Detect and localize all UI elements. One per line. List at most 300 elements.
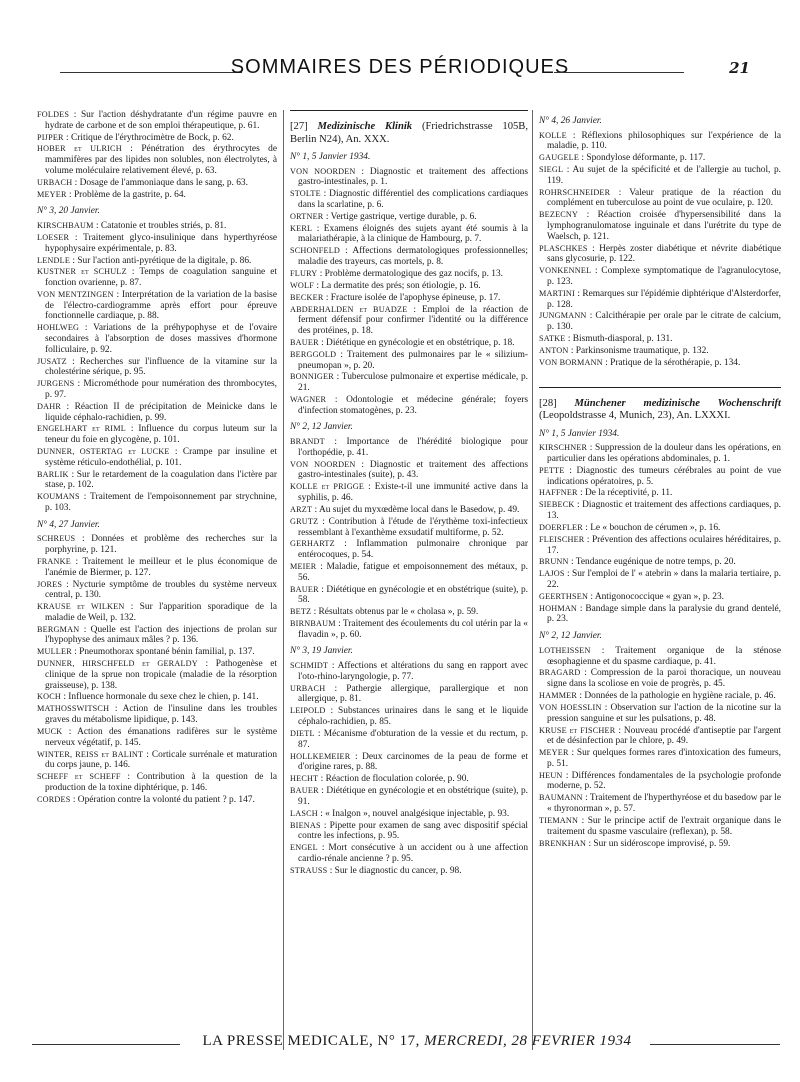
journal-number: [27] xyxy=(290,121,308,132)
page-footer xyxy=(32,1030,780,1056)
article-author: GAUGELE xyxy=(539,153,580,163)
article-title: : Dosage de l'ammoniaque dans le sang, p. 63. xyxy=(74,177,248,188)
article-entry xyxy=(290,305,528,337)
article-author: BIRNBAUM xyxy=(290,619,336,629)
article-entry xyxy=(37,795,277,806)
journal-number: [28] xyxy=(539,397,557,409)
article-title: : De la réceptivité, p. 11. xyxy=(580,488,673,499)
article-title: : Le « bouchon de cérumen », p. 16. xyxy=(585,522,721,533)
article-title: : Crampe par insuline et système réticulo-endothélial, p. 101. xyxy=(45,447,278,468)
footer-issue: N° 17, xyxy=(377,1033,420,1049)
article-title: : Diagnostic des tumeurs cérébrales au point de vue indications opératoires, p. 5. xyxy=(547,465,781,487)
article-author: LEIPOLD xyxy=(290,706,326,716)
article-entry xyxy=(290,281,528,292)
article-author: BRUNN xyxy=(539,557,569,567)
article-title: : Diagnostic et traitement des affections gastro-intestinales (suite), p. 43. xyxy=(298,459,529,481)
article-entry xyxy=(539,188,781,209)
article-entry xyxy=(539,153,781,164)
article-entry xyxy=(539,748,781,769)
article-title: : Données de la pathologie en hygiène raciale, p. 46. xyxy=(579,691,776,702)
article-title: : Mécanisme d'obturation de la vessie et du rectum, p. 87. xyxy=(298,728,528,750)
article-entry xyxy=(539,839,781,850)
article-entry xyxy=(290,167,528,188)
article-entry xyxy=(290,437,528,458)
article-author: SCHEFF et SCHEFF xyxy=(37,772,121,782)
article-title: : Catatonie et troubles striés, p. 81. xyxy=(95,221,227,232)
article-entry xyxy=(539,557,781,568)
article-author: KRUSE et FISCHER xyxy=(539,725,616,735)
article-entry xyxy=(539,244,781,265)
article-entry xyxy=(290,505,528,516)
article-entry xyxy=(539,816,781,837)
article-title: : Sur l'emploi de l' « atebrin » dans la malaria tertiaire, p. 22. xyxy=(547,569,782,590)
article-title: : Tendance eugénique de notre temps, p. 20. xyxy=(571,557,736,568)
article-author: ROHRSCHNEIDER xyxy=(539,187,611,197)
article-title: : Données et problème des recherches sur la porphyrine, p. 121. xyxy=(45,534,277,556)
article-author: FRANKE xyxy=(37,556,71,566)
journal-heading-munchener xyxy=(539,387,781,423)
article-title: : « Inalgon », nouvel analgésique injectable, p. 93. xyxy=(320,808,510,819)
article-title: : Réaction de floculation colorée, p. 90. xyxy=(320,774,469,785)
article-entry xyxy=(37,144,277,176)
article-entry xyxy=(290,866,528,877)
article-title: : Suppression de la douleur dans les opérations, en particulier dans les opérations abdominales, p. 1. xyxy=(547,443,781,464)
article-title: : Herpès zoster diabétique et névrite diabétique sans glycosurie, p. 122. xyxy=(547,243,781,265)
article-entry xyxy=(539,289,781,310)
article-title: : Mort consécutive à un accident ou à une affection cardio-rénale ancienne ? p. 95. xyxy=(298,843,529,864)
article-title: : Sur quelques formes rares d'intoxication des fumeurs, p. 51. xyxy=(547,748,782,769)
article-entry xyxy=(539,358,781,369)
article-author: DUNNER, HIRSCHFELD et GERALDY xyxy=(37,659,198,669)
article-entry xyxy=(290,684,528,705)
article-entry xyxy=(539,771,781,792)
article-author: KOCH xyxy=(37,692,61,702)
article-author: BAUER xyxy=(290,337,319,347)
footer-text xyxy=(182,1033,652,1050)
article-entry xyxy=(37,267,277,288)
article-title: : Temps de coagulation sanguine et fonction ovarienne, p. 87. xyxy=(45,267,278,289)
entry-list-medizinische-klinik xyxy=(290,152,528,876)
article-entry xyxy=(37,447,277,468)
article-author: LOTHEISSEN xyxy=(539,645,591,655)
article-entry xyxy=(290,729,528,750)
article-author: VON MENTZINGEN xyxy=(37,290,114,300)
article-author: STRAUSS xyxy=(290,865,328,875)
article-title: : Maladie, fatigue et empoisonnement des métaux, p. 56. xyxy=(298,561,529,583)
article-entry xyxy=(37,704,277,725)
article-author: MATHOSSWITSCH xyxy=(37,704,110,714)
article-author: SIEGL xyxy=(539,165,564,175)
article-author: HAMMER xyxy=(539,691,578,701)
article-author: KOUMANS xyxy=(37,492,80,502)
article-entry xyxy=(290,752,528,773)
article-entry xyxy=(37,379,277,400)
article-author: FLEISCHER xyxy=(539,534,585,544)
article-entry xyxy=(37,750,277,771)
article-author: MULLER xyxy=(37,647,72,657)
article-author: TIEMANN xyxy=(539,815,579,825)
article-title: : Pneumothorax spontané bénin familial, p. 137. xyxy=(74,647,255,658)
article-title: : Problème de la gastrite, p. 64. xyxy=(69,189,186,200)
article-entry xyxy=(37,402,277,423)
article-author: MEYER xyxy=(37,189,67,199)
article-title: : Vertige gastrique, vertige durable, p. 6. xyxy=(325,211,477,222)
article-entry xyxy=(37,110,277,131)
article-author: VON NOORDEN xyxy=(290,166,356,176)
article-entry xyxy=(290,338,528,349)
article-author: FOLDES xyxy=(37,110,70,119)
article-entry xyxy=(290,246,528,267)
article-title: : Sur le retardement de la coagulation dans l'ictère par stase, p. 102. xyxy=(45,469,278,491)
entry-list-continued xyxy=(539,116,781,369)
article-title: : Antigonococcique « gyan », p. 23. xyxy=(590,591,724,602)
article-title: : Variations de la préhypophyse et de l'ovaire secondaires à l'absorption de doses massives d'hormone folliculaire, p. 92. xyxy=(45,323,277,355)
article-author: WAGNER xyxy=(290,395,327,405)
article-entry xyxy=(290,269,528,280)
article-title: : Quelle est l'action des injections de prolan sur l'hypophyse des animaux mâles ? p. 136. xyxy=(45,624,277,646)
article-entry xyxy=(37,602,277,623)
article-author: DIETL xyxy=(290,728,315,738)
article-author: MEYER xyxy=(539,748,569,758)
article-author: HOHLWEG xyxy=(37,323,80,333)
article-author: URBACH xyxy=(290,683,326,693)
article-author: ENGELHART et RIML xyxy=(37,424,126,434)
article-author: HAFFNER xyxy=(539,488,578,498)
article-title: : Tuberculose pulmonaire et expertise médicale, p. 21. xyxy=(298,372,528,394)
article-entry xyxy=(37,580,277,601)
article-author: GERHARTZ xyxy=(290,539,335,549)
article-title: : La dermatite des prés; son étiologie, p. 16. xyxy=(316,280,481,291)
article-author: WINTER, REISS et BALINT xyxy=(37,749,144,759)
article-entry xyxy=(539,488,781,499)
article-author: CORDES xyxy=(37,794,71,804)
article-author: HOBER et ULRICH xyxy=(37,144,122,154)
article-author: MUCK xyxy=(37,726,63,736)
article-entry xyxy=(539,443,781,464)
article-entry xyxy=(290,482,528,503)
article-title: : Complexe symptomatique de l'agranulocytose, p. 123. xyxy=(547,266,782,287)
article-entry xyxy=(539,466,781,487)
article-author: HECHT xyxy=(290,774,319,784)
article-title: : Fracture isolée de l'apophyse épineuse, p. 17. xyxy=(325,292,501,303)
article-title: : Recherches sur l'influence de la vitamine sur la cholestérine sérique, p. 95. xyxy=(45,356,277,378)
article-title: : Diagnostic différentiel des complications cardiaques dans la scarlatine, p. 6. xyxy=(298,189,528,210)
article-author: DUNNER, OSTERTAG et LUCKE xyxy=(37,447,170,457)
article-author: KIRSCHNER xyxy=(539,443,588,453)
article-title: : Influence hormonale du sexe chez le chien, p. 141. xyxy=(63,692,259,703)
journal-name: Münchener medizinische Wochenschrift xyxy=(574,397,781,409)
article-author: JURGENS xyxy=(37,379,75,389)
page-number: 21 xyxy=(729,59,750,77)
article-entry xyxy=(290,395,528,416)
article-author: VONKENNEL xyxy=(539,266,592,276)
article-title: : Traitement de l'empoisonnement par strychnine, p. 103. xyxy=(45,492,278,513)
article-entry xyxy=(290,607,528,618)
article-title: : Parkinsonisme traumatique, p. 132. xyxy=(570,345,709,356)
article-title: : Substances urinaires dans le sang et le liquide céphalo-rachidien, p. 85. xyxy=(298,706,528,728)
article-entry xyxy=(37,557,277,578)
article-entry xyxy=(37,492,277,513)
article-entry xyxy=(539,266,781,287)
article-author: BRANDT xyxy=(290,437,325,447)
article-title: : Résultats obtenus par le « cholasa », p. 59. xyxy=(313,607,479,618)
article-entry xyxy=(37,424,277,445)
journal-name: Medizinische Klinik xyxy=(317,121,413,132)
article-author: SATKE xyxy=(539,334,566,344)
article-author: LASCH xyxy=(290,808,318,818)
article-author: KUSTNER et SCHULZ xyxy=(37,267,127,277)
article-title: : Existe-t-il une immunité active dans la syphilis, p. 46. xyxy=(298,482,528,504)
article-title: : Réflexions philosophiques sur l'expérience de la maladie, p. 110. xyxy=(547,130,781,152)
article-entry xyxy=(539,523,781,534)
article-title: : Pratique de la sérothérapie, p. 134. xyxy=(605,357,741,368)
article-author: BIENAS xyxy=(290,820,321,830)
article-entry xyxy=(539,500,781,521)
article-author: ABDERHALDEN et BUADZE xyxy=(290,304,408,314)
article-author: HEUN xyxy=(539,770,563,780)
article-author: KIRSCHBAUM xyxy=(37,221,94,231)
article-author: PLASCHKES xyxy=(539,243,588,253)
article-title: : Nycturie symptôme de troubles du système nerveux central, p. 130. xyxy=(45,579,277,601)
article-title: : Bandage simple dans la paralysie du grand dentelé, p. 23. xyxy=(547,603,782,625)
article-author: DAHR xyxy=(37,401,61,411)
article-entry xyxy=(37,534,277,555)
article-author: ARZT xyxy=(290,504,313,514)
article-title: : Corticale surrénale et maturation du corps jaune, p. 146. xyxy=(45,749,278,771)
article-author: KERL xyxy=(290,223,313,233)
article-author: JORES xyxy=(37,579,63,589)
column-divider xyxy=(532,110,533,1050)
article-entry xyxy=(539,210,781,242)
article-title: : Problème dermatologique des gaz nocifs, p. 13. xyxy=(319,268,504,279)
article-entry xyxy=(539,703,781,724)
page-title: SOMMAIRES DES PÉRIODIQUES xyxy=(230,56,570,78)
article-author: JUNGMANN xyxy=(539,311,587,321)
article-entry xyxy=(290,350,528,371)
issue-heading: N° 2, 12 Janvier. xyxy=(290,422,353,433)
article-entry xyxy=(37,323,277,355)
article-author: SCHREUS xyxy=(37,534,76,544)
article-entry xyxy=(290,293,528,304)
article-author: MARTINI xyxy=(539,288,575,298)
article-author: BRENKHAN xyxy=(539,838,587,848)
article-entry xyxy=(290,821,528,842)
article-entry xyxy=(37,772,277,793)
article-author: FLURY xyxy=(290,268,318,278)
article-author: ANTON xyxy=(539,345,569,355)
article-title: : Sur un sidéroscope improvisé, p. 59. xyxy=(588,838,731,849)
article-entry xyxy=(539,604,781,625)
article-entry xyxy=(37,357,277,378)
article-title: : Réaction II de précipitation de Meinicke dans le liquide céphalo-rachidien, p. 99. xyxy=(45,401,278,423)
article-author: SCHMIDT xyxy=(290,661,329,671)
article-author: ENGEL xyxy=(290,843,318,853)
article-author: BRAGARD xyxy=(539,668,581,678)
article-title: : Contribution à la question de la production de la toxine diphtérique, p. 146. xyxy=(45,772,277,793)
article-entry xyxy=(37,647,277,658)
article-entry xyxy=(290,562,528,583)
issue-heading: N° 3, 19 Janvier. xyxy=(290,646,353,657)
article-author: VON BORMANN xyxy=(539,357,603,367)
article-author: VON HOESSLIN xyxy=(539,702,602,712)
article-entry xyxy=(290,786,528,807)
article-entry xyxy=(37,290,277,322)
article-author: LENDLE xyxy=(37,255,71,265)
article-author: MEIER xyxy=(290,561,317,571)
article-author: BAUMANN xyxy=(539,793,583,803)
article-title: : Action de l'insuline dans les troubles graves du métabolisme lipidique, p. 143. xyxy=(45,704,278,726)
article-entry xyxy=(539,346,781,357)
journal-details: (Friedrichstrasse 105B, Berlin N24), An. XXX. xyxy=(290,121,528,145)
article-entry xyxy=(539,569,781,590)
article-author: KOLLE xyxy=(539,130,567,140)
article-title: : Emploi de la réaction de ferment défensif pour confirmer l'identité ou la différence des protéines, p. 18. xyxy=(298,304,528,337)
article-title: : Sur le diagnostic du cancer, p. 98. xyxy=(329,865,462,876)
article-title: : Remarques sur l'épidémie diphtérique d'Alsterdorfer, p. 128. xyxy=(547,288,781,310)
article-entry xyxy=(290,460,528,481)
article-entry xyxy=(37,692,277,703)
article-title: : Prévention des affections oculaires héréditaires, p. 17. xyxy=(547,534,781,556)
article-title: : Sur le principe actif de l'extrait organique dans le traitement du spasme vasculaire (reflexan), p. 58. xyxy=(547,815,782,837)
article-author: PIJPER xyxy=(37,132,64,142)
article-entry xyxy=(37,221,277,232)
article-title: : Inflammation pulmonaire chronique par entérocoques, p. 54. xyxy=(298,539,528,561)
article-entry xyxy=(539,131,781,152)
column-divider xyxy=(283,110,284,1050)
article-entry xyxy=(290,774,528,785)
article-title: : Spondylose déformante, p. 117. xyxy=(581,153,706,164)
article-entry xyxy=(37,233,277,254)
article-title: : Contribution à l'étude de l'érythème toxi-infectieux ressemblant à l'exanthème exsudatif multiforme, p. 52. xyxy=(298,516,528,538)
article-author: HOHMAN xyxy=(539,603,578,613)
article-entry xyxy=(539,726,781,747)
article-entry xyxy=(290,661,528,682)
article-author: LAJOS xyxy=(539,569,565,579)
article-entry xyxy=(37,727,277,748)
article-title: : Interprétation de la variation de la basise de l'électro-cardiogramme après effort pour épreuve fonctionnelle cardiaque, p. 88. xyxy=(45,290,277,322)
issue-heading: N° 2, 12 Janvier. xyxy=(539,631,602,642)
article-title: : Sur l'action déshydratante d'un régime pauvre en hydrate de carbone et de son emploi thérapeutique, p. 61. xyxy=(45,110,277,131)
article-entry xyxy=(290,585,528,606)
page-header xyxy=(28,52,772,90)
article-title: : Deux carcinomes de la peau de forme et d'origine rares, p. 88. xyxy=(298,751,528,773)
article-author: HOLLKEMEIER xyxy=(290,751,351,761)
article-title: : Observation sur l'action de la nicotine sur la pression sanguine et sur les pulsations, p. 48. xyxy=(547,702,782,724)
article-title: : Au sujet du myxœdème local dans le Basedow, p. 49. xyxy=(314,504,520,515)
article-entry xyxy=(539,334,781,345)
article-author: VON NOORDEN xyxy=(290,459,356,469)
article-title: : Diététique en gynécologie et en obstétrique, p. 18. xyxy=(321,337,515,348)
article-entry xyxy=(37,133,277,144)
article-title: : Diagnostic et traitement des affections cardiaques, p. 13. xyxy=(547,500,781,522)
article-author: ORTNER xyxy=(290,211,324,221)
article-title: : Bismuth-diasporal, p. 131. xyxy=(567,334,673,345)
journal-heading-medizinische-klinik xyxy=(290,110,528,146)
article-entry xyxy=(290,706,528,727)
article-title: : Action des émanations radifères sur le système nerveux végétatif, p. 145. xyxy=(45,726,277,748)
article-entry xyxy=(37,178,277,189)
article-author: URBACH xyxy=(37,177,73,187)
article-title: : Opération contre la volonté du patient ? p. 147. xyxy=(72,794,255,805)
article-title: : Réaction croisée d'hypersensibilité dans la lymphogranulomatose inguinale et dans l'urétrite du type de Waelsch, p. 121. xyxy=(547,210,781,242)
article-title: : Au sujet de la spécificité et de l'allergie au tuchol, p. 119. xyxy=(547,165,781,186)
article-title: : Pipette pour examen de sang avec dispositif spécial contre les infections, p. 95. xyxy=(298,820,529,842)
article-entry xyxy=(37,256,277,267)
article-entry xyxy=(539,793,781,814)
article-title: : Différences fondamentales de la psychologie profonde moderne, p. 52. xyxy=(547,770,781,792)
journal-details: (Leopoldstrasse 4, Munich, 23), An. LXXXI. xyxy=(539,410,731,422)
article-author: BONNIGER xyxy=(290,372,334,382)
article-entry xyxy=(539,165,781,186)
article-title: : Affections dermatologiques professionnelles; maladie des trayeurs, cas mortels, p. 8. xyxy=(298,246,529,268)
article-title: : Odontologie et médecine générale; foyers d'infection stomatogènes, p. 23. xyxy=(298,395,529,416)
entry-list-munchener xyxy=(539,429,781,850)
article-entry xyxy=(539,646,781,667)
article-author: JUSATZ xyxy=(37,356,67,366)
article-title: : Compression de la paroi thoracique, un nouveau signe dans la scoliose en voie de progrès, p. 45. xyxy=(547,668,781,690)
article-author: BAUER xyxy=(290,786,319,796)
article-author: BERGMAN xyxy=(37,624,80,634)
article-entry xyxy=(539,311,781,332)
article-entry xyxy=(290,517,528,538)
article-entry xyxy=(290,843,528,864)
article-entry xyxy=(37,625,277,646)
article-author: GRUTZ xyxy=(290,516,319,526)
article-entry xyxy=(37,190,277,201)
column-right xyxy=(539,110,781,850)
article-author: SCHONFELD xyxy=(290,246,341,256)
issue-heading: N° 4, 26 Janvier. xyxy=(539,116,602,126)
issue-heading: N° 3, 20 Janvier. xyxy=(37,206,100,217)
article-entry xyxy=(539,535,781,556)
article-title: : Traitement organique de la sténose œsophagienne et du spasme cardiaque, p. 41. xyxy=(547,645,781,667)
article-title: : Traitement le meilleur et le plus économique de l'anémie de Biermer, p. 127. xyxy=(45,556,278,578)
article-title: : Sur l'action anti-pyrétique de la digitale, p. 86. xyxy=(72,255,252,266)
article-title: : Critique de l'érythrocimètre de Bock, p. 62. xyxy=(66,132,234,143)
article-title: : Affections et altérations du sang en rapport avec l'oto-rhino-laryngologie, p. 77. xyxy=(298,661,529,682)
article-title: : Traitement des écoulements du col utérin par la « flavadin », p. 60. xyxy=(298,619,528,640)
article-title: : Diagnostic et traitement des affections gastro-intestinales, p. 1. xyxy=(298,166,529,188)
article-entry xyxy=(539,691,781,702)
article-title: : Influence du corpus luteum sur la teneur du foie en glycogène, p. 101. xyxy=(45,424,277,446)
header-rule-right xyxy=(554,72,684,73)
article-entry xyxy=(37,659,277,691)
article-author: BARLIK xyxy=(37,469,69,479)
article-entry xyxy=(290,372,528,393)
footer-date: MERCREDI, 28 FEVRIER 1934 xyxy=(424,1033,632,1049)
article-entry xyxy=(37,470,277,491)
article-title: : Examens éloignés des sujets ayant été soumis à la malariathérapie, à la clinique de Hambourg, p. 7. xyxy=(298,223,529,245)
article-title: : Diététique en gynécologie et en obstétrique (suite), p. 58. xyxy=(298,584,528,606)
article-author: BERGGOLD xyxy=(290,349,337,359)
column-left xyxy=(37,110,277,807)
article-entry xyxy=(290,539,528,560)
article-title: : Traitement des pulmonaires par le « silizium-pneumopan », p. 20. xyxy=(298,349,528,371)
article-title: : Pénétration des érythrocytes de mammifères par des lipides non solubles, non électrolytes, à volume moléculaire relativement élevé, p. 63. xyxy=(45,144,278,176)
article-author: BAUER xyxy=(290,584,319,594)
article-author: PETTE xyxy=(539,465,565,475)
article-author: KOLLE et PRIGGE xyxy=(290,482,365,492)
article-author: BECKER xyxy=(290,292,324,302)
article-title: : Sur l'apparition sporadique de la maladie de Weil, p. 132. xyxy=(45,602,277,623)
article-author: WOLF xyxy=(290,280,314,290)
issue-heading: N° 1, 5 Janvier 1934. xyxy=(290,152,371,162)
issue-heading: N° 1, 5 Janvier 1934. xyxy=(539,428,620,439)
article-title: : Traitement de l'hyperthyréose et du basedow par le « thyronorman », p. 57. xyxy=(547,793,782,815)
article-entry xyxy=(539,668,781,689)
article-title: : Diététique en gynécologie et en obstétrique (suite), p. 91. xyxy=(298,786,528,807)
article-author: BEZECNY xyxy=(539,210,579,220)
